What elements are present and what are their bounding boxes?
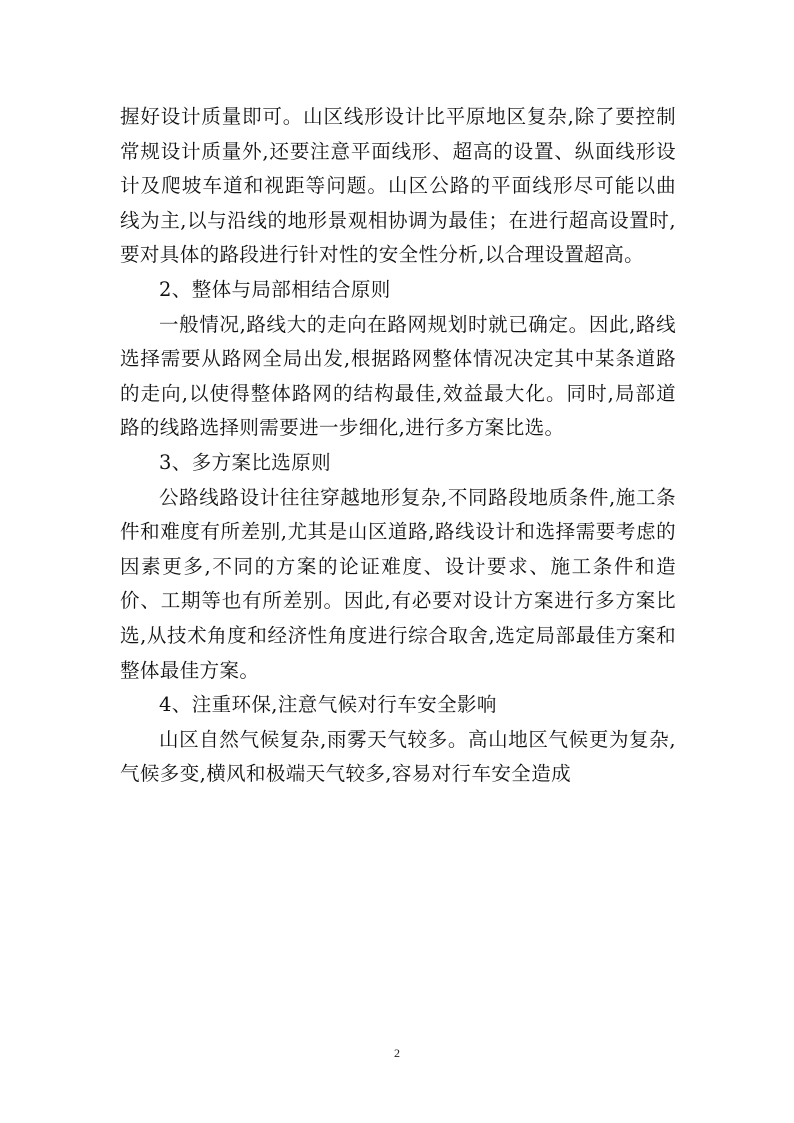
paragraph-climate: 山区自然气候复杂,雨雾天气较多。高山地区气候更为复杂,气候多变,横风和极端天气较多,容易对行车安全造成: [120, 727, 676, 786]
paragraph-multi-scheme: 公路线路设计往往穿越地形复杂,不同路段地质条件,施工条件和难度有所差别,尤其是山区道路,路线设计和选择需要考虑的因素更多,不同的方案的论证难度、设计要求、施工条件和造价、工期等也有所差别。因此,有必要对设计方案进行多方案比选,从技术角度和经济性角度进行综合取舍,选定局部最佳方案和整体最佳方案。: [120, 485, 676, 682]
paragraph-continued: 握好设计质量即可。山区线形设计比平原地区复杂,除了要控制常规设计质量外,还要注意平面线形、超高的设置、纵面线形设计及爬坡车道和视距等问题。山区公路的平面线形尽可能以曲线为主,以与沿线的地形景观相协调为最佳；在进行超高设置时,要对具体的路段进行针对性的安全性分析,以合理设置超高。: [120, 105, 676, 267]
document-body: [120, 100, 676, 792]
section-heading-2: 2、整体与局部相结合原则: [159, 277, 391, 301]
section-heading-3: 3、多方案比选原则: [159, 450, 332, 474]
paragraph-overall-local: 一般情况,路线大的走向在路网规划时就已确定。因此,路线选择需要从路网全局出发,根据路网整体情况决定其中某条道路的走向,以使得整体路网的结构最佳,效益最大化。同时,局部道路的线路选择则需要进一步细化,进行多方案比选。: [120, 312, 676, 440]
section-heading-4: 4、注重环保,注意气候对行车安全影响: [159, 693, 497, 717]
page-number: 2: [394, 1046, 400, 1060]
